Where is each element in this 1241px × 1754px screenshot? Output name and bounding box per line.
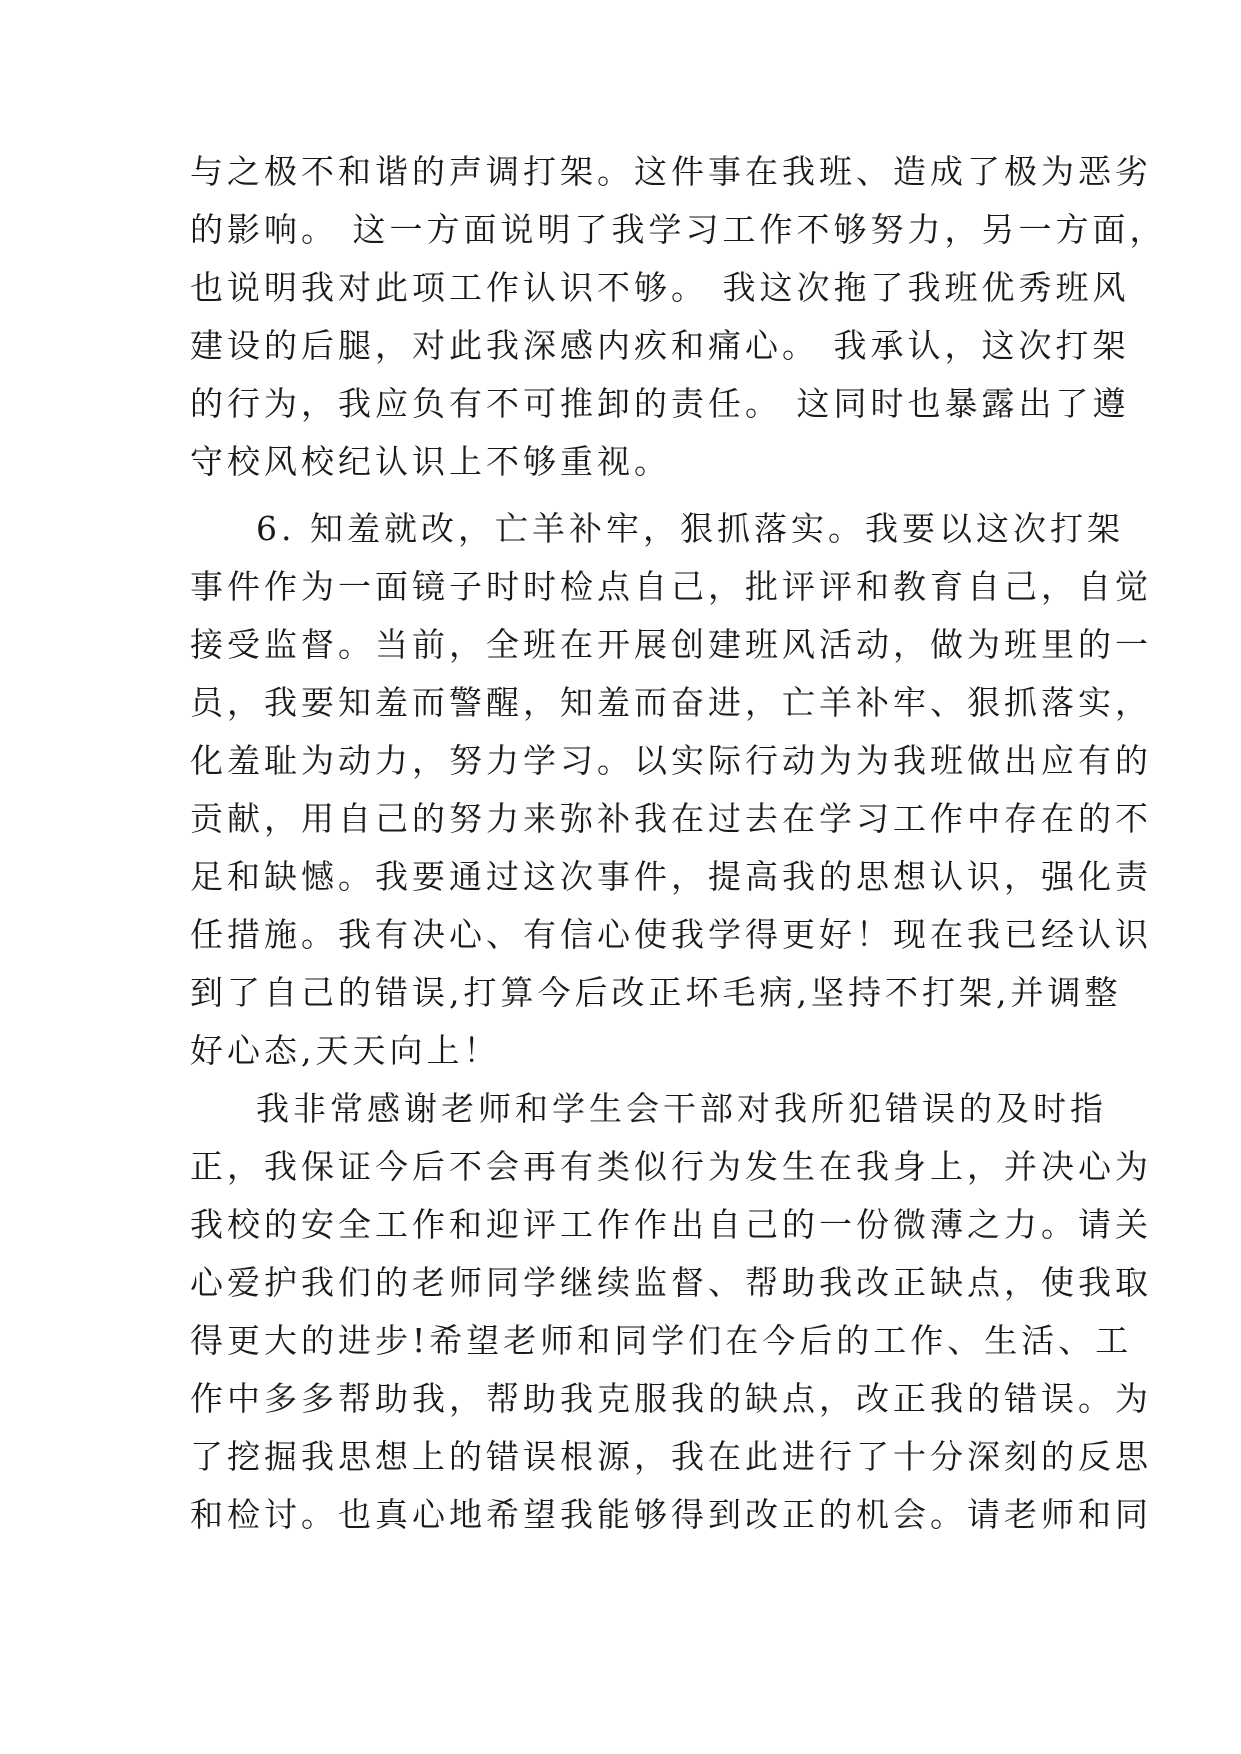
- text-line: 作中多多帮助我，帮助我克服我的缺点，改正我的错误。为: [190, 1379, 1152, 1418]
- text-line: 贡献，用自己的努力来弥补我在过去在学习工作中存在的不: [190, 799, 1152, 838]
- text-line: 和检讨。也真心地希望我能够得到改正的机会。请老师和同: [190, 1495, 1152, 1534]
- text-line: 心爱护我们的老师同学继续监督、帮助我改正缺点，使我取: [190, 1263, 1152, 1302]
- paragraph-3: [190, 1080, 1152, 1544]
- text-line: 任措施。我有决心、有信心使我学得更好！现在我已经认识: [190, 915, 1152, 954]
- text-line: 正，我保证今后不会再有类似行为发生在我身上，并决心为: [190, 1147, 1152, 1186]
- paragraph-2: [190, 500, 1152, 1080]
- text-line: 的行为，我应负有不可推卸的责任。 这同时也暴露出了遵: [190, 384, 1130, 423]
- text-line: 化羞耻为动力，努力学习。以实际行动为为我班做出应有的: [190, 741, 1152, 780]
- text-line: 足和缺憾。我要通过这次事件，提高我的思想认识，强化责: [190, 857, 1152, 896]
- text-line: 了挖掘我思想上的错误根源，我在此进行了十分深刻的反思: [190, 1437, 1152, 1476]
- text-line: 得更大的进步!希望老师和同学们在今后的工作、生活、工: [190, 1321, 1133, 1360]
- text-line: 守校风校纪认识上不够重视。: [190, 442, 671, 481]
- text-line: 也说明我对此项工作认识不够。 我这次拖了我班优秀班风: [190, 268, 1130, 307]
- text-line: 员，我要知羞而警醒，知羞而奋进，亡羊补牢、狠抓落实，: [190, 683, 1152, 722]
- text-line: 我校的安全工作和迎评工作作出自己的一份微薄之力。请关: [190, 1205, 1152, 1244]
- text-line: 接受监督。当前，全班在开展创建班风活动，做为班里的一: [190, 625, 1152, 664]
- text-line: 到了自己的错误,打算今后改正坏毛病,坚持不打架,并调整: [190, 973, 1122, 1012]
- text-line: 事件作为一面镜子时时检点自己，批评评和教育自己，自觉: [190, 567, 1152, 606]
- text-line: 好心态,天天向上！: [190, 1031, 501, 1070]
- text-line: 6. 知羞就改，亡羊补牢，狠抓落实。我要以这次打架: [256, 509, 1124, 548]
- text-line: 与之极不和谐的声调打架。这件事在我班、造成了极为恶劣: [190, 152, 1152, 191]
- text-line: 建设的后腿，对此我深感内疚和痛心。 我承认，这次打架: [190, 326, 1130, 365]
- text-line: 的影响。 这一方面说明了我学习工作不够努力，另一方面，: [190, 210, 1167, 249]
- text-line: 我非常感谢老师和学生会干部对我所犯错误的及时指: [256, 1089, 1107, 1128]
- paragraph-1: [190, 143, 1167, 491]
